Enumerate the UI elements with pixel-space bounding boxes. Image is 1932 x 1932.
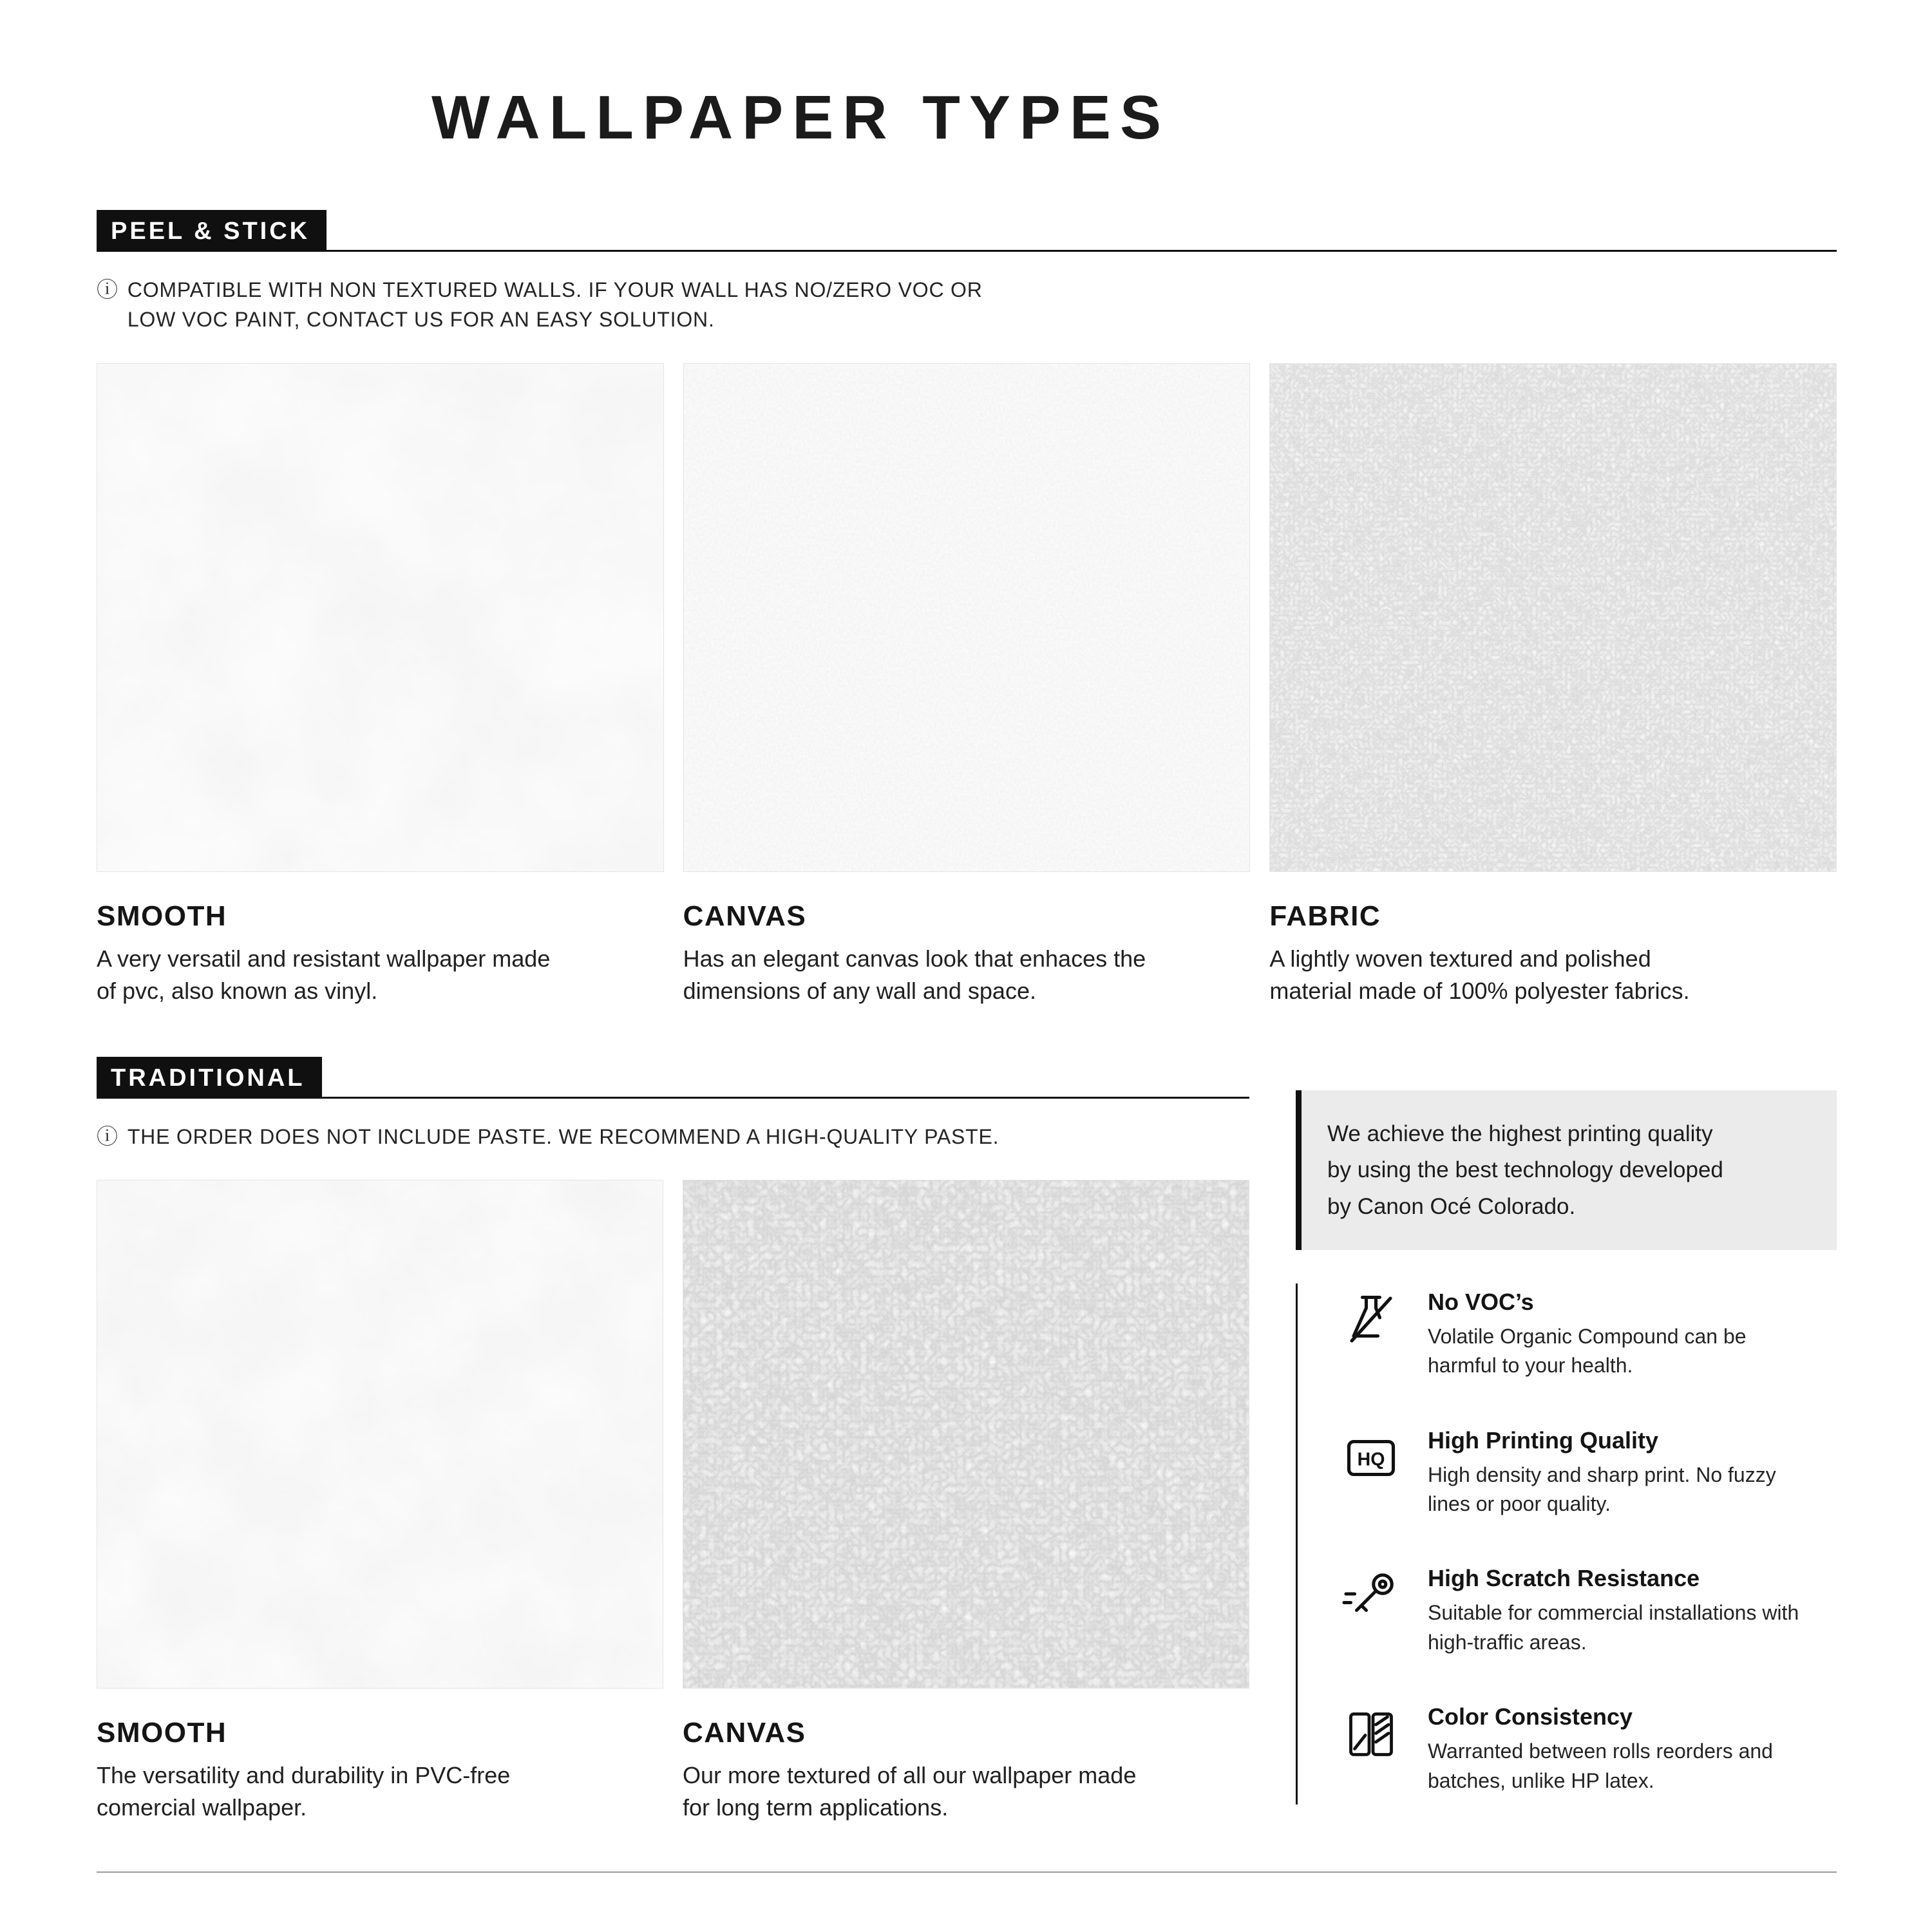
quality-statement	[1296, 1090, 1837, 1250]
traditional-note	[97, 1122, 1249, 1151]
fine-canvas-texture-image	[683, 363, 1251, 872]
no-voc-icon	[1340, 1289, 1402, 1350]
svg-text:HQ: HQ	[1357, 1448, 1385, 1470]
swatch-name: CANVAS	[683, 1716, 806, 1748]
feature-title: No VOC’s	[1428, 1288, 1534, 1315]
swatch-description: The versatility and durability in PVC-free comercial wallpaper.	[97, 1761, 511, 1821]
feature-list	[1296, 1283, 1837, 1805]
peel-stick-label: PEEL & STICK	[97, 210, 327, 252]
traditional-header	[97, 1057, 1249, 1099]
note-text: COMPATIBLE WITH NON TEXTURED WALLS. IF YOUR WALL HAS NO/ZERO VOC OR LOW VOC PAINT, CONTACT US FOR AN EASY SOLUTION.	[127, 278, 983, 332]
peel-stick-section	[97, 210, 1837, 1008]
hq-icon	[1340, 1427, 1402, 1489]
swatch-name: FABRIC	[1269, 900, 1381, 932]
feature-description: Warranted between rolls reorders and batches, unlike HP latex.	[1428, 1739, 1773, 1792]
info-icon: ⓘ	[97, 278, 118, 301]
traditional-swatch-row	[97, 1180, 1249, 1824]
swatch-name: SMOOTH	[97, 900, 227, 932]
note-text: THE ORDER DOES NOT INCLUDE PASTE. WE RECOMMEND A HIGH-QUALITY PASTE.	[127, 1124, 999, 1148]
scratch-resistance-icon	[1340, 1565, 1402, 1627]
feature-no-voc	[1340, 1289, 1837, 1381]
swatch-description: A very versatil and resistant wallpaper made of pvc, also known as vinyl.	[97, 945, 551, 1005]
feature-title: Color Consistency	[1428, 1703, 1633, 1730]
swatch-name: CANVAS	[683, 900, 807, 932]
quality-statement-text: We achieve the highest printing quality by using the best technology developed by Canon Océ Colorado.	[1327, 1121, 1723, 1219]
feature-high-printing-quality	[1340, 1427, 1837, 1519]
swatch-card-traditional-canvas	[683, 1180, 1249, 1824]
swatch-card-peel-fabric	[1269, 363, 1837, 1008]
feature-description: Suitable for commercial installations with high-traffic areas.	[1428, 1601, 1799, 1654]
header-rule	[322, 1097, 1249, 1099]
woven-fabric-texture-image	[1269, 363, 1837, 872]
feature-high-scratch-resistance	[1340, 1565, 1837, 1657]
lower-area	[97, 1057, 1837, 1824]
swatch-name: SMOOTH	[97, 1716, 227, 1748]
swatch-card-peel-canvas	[683, 363, 1251, 1008]
color-consistency-icon	[1340, 1703, 1402, 1765]
peel-stick-header	[97, 210, 1837, 252]
feature-description: High density and sharp print. No fuzzy lines or poor quality.	[1428, 1463, 1776, 1515]
swatch-card-traditional-smooth	[97, 1180, 663, 1824]
peel-stick-swatch-row	[97, 363, 1837, 1008]
info-icon: ⓘ	[97, 1124, 118, 1148]
page-title: WALLPAPER TYPES	[431, 83, 1170, 152]
bottom-divider	[97, 1871, 1837, 1873]
peel-stick-note	[97, 275, 1837, 335]
traditional-section	[97, 1057, 1249, 1824]
swatch-description: Our more textured of all our wallpaper made for long term applications.	[683, 1761, 1137, 1821]
feature-title: High Printing Quality	[1428, 1426, 1658, 1454]
traditional-label: TRADITIONAL	[97, 1057, 322, 1099]
feature-color-consistency	[1340, 1703, 1837, 1795]
swatch-card-peel-smooth	[97, 363, 664, 1008]
feature-description: Volatile Organic Compound can be harmful to your health.	[1428, 1324, 1747, 1378]
smooth-paper-texture-image	[97, 1180, 663, 1689]
coarse-canvas-texture-image	[683, 1180, 1249, 1689]
header-rule	[327, 250, 1837, 252]
swatch-description: A lightly woven textured and polished material made of 100% polyester fabrics.	[1269, 945, 1690, 1005]
feature-title: High Scratch Resistance	[1428, 1565, 1700, 1592]
smooth-vinyl-texture-image	[97, 363, 664, 872]
swatch-description: Has an elegant canvas look that enhaces the dimensions of any wall and space.	[683, 945, 1146, 1005]
quality-column	[1296, 1057, 1837, 1805]
